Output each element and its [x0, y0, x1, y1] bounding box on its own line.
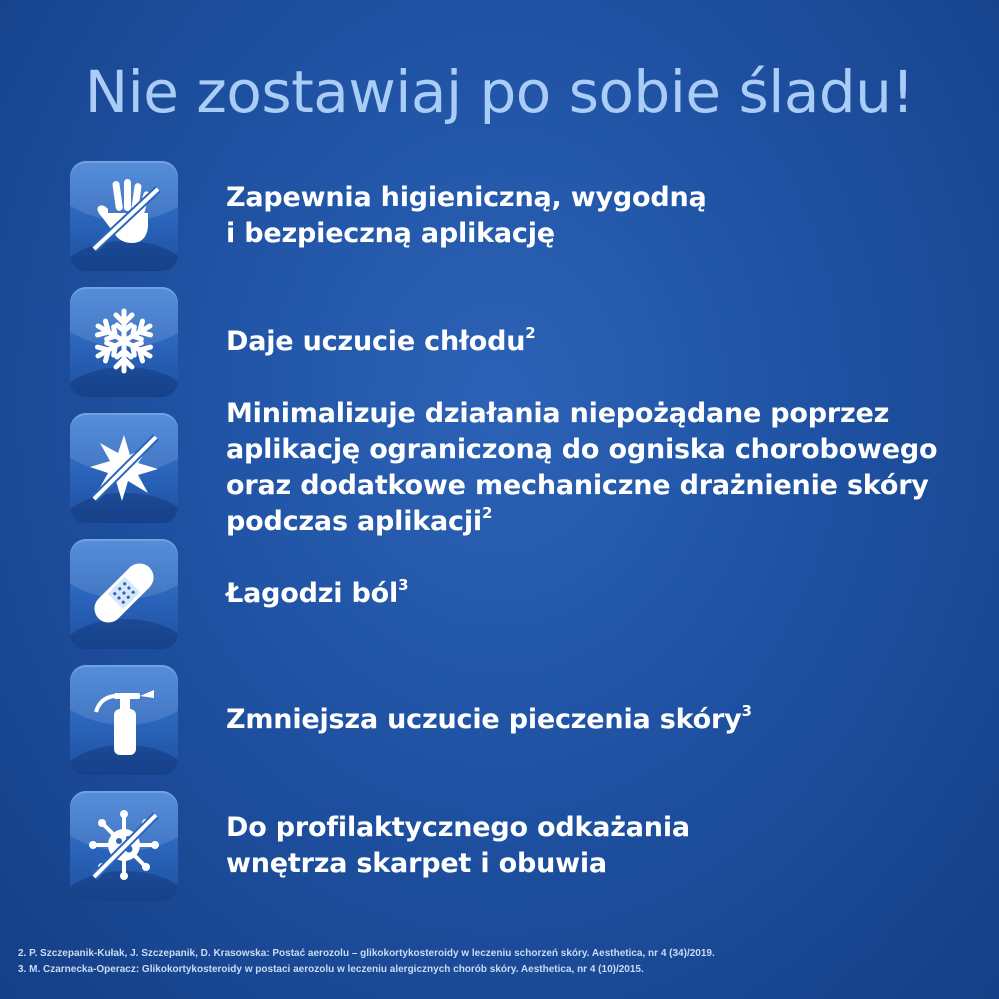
feature-hygienic-application: [70, 160, 950, 272]
feature-line: aplikację ograniczoną do ogniska chorobowego: [226, 434, 938, 465]
feature-tile: [70, 161, 178, 271]
feature-text: [226, 180, 707, 252]
feature-line: Zmniejsza uczucie pieczenia skóry: [226, 704, 742, 735]
footnote-ref: 3: [741, 702, 752, 720]
feature-tile: [70, 287, 178, 397]
feature-line: podczas aplikacji: [226, 506, 482, 537]
footnote-ref: 2: [481, 504, 493, 522]
feature-text: [226, 810, 690, 882]
feature-text: [226, 576, 408, 612]
feature-tile: [70, 791, 178, 901]
feature-text: [226, 396, 937, 540]
snowflake-icon: [84, 301, 164, 381]
footnote-ref: 2: [525, 324, 536, 342]
feature-line: oraz dodatkowe mechaniczne drażnienie skóry: [226, 470, 929, 501]
feature-line: Minimalizuje działania niepożądane poprzez: [226, 398, 890, 429]
feature-cooling-sensation: [70, 286, 950, 398]
feature-pain-relief: [70, 538, 950, 650]
feature-line: Łagodzi ból: [226, 578, 399, 609]
feature-line: Do profilaktycznego odkażania: [226, 812, 690, 843]
fire-extinguisher-icon: [84, 679, 164, 759]
no-irritation-burst-icon: [84, 427, 164, 507]
footnote-2: 2. P. Szczepanik-Kułak, J. Szczepanik, D. Krasowska: Postać aerozolu – glikokortykosteroidy w leczeniu schorzeń skóry. Aesthetica, nr 4 (34)/2019.: [18, 948, 715, 959]
page-title: Nie zostawiaj po sobie śladu!: [84, 58, 915, 126]
footnotes: [18, 946, 983, 978]
feature-tile: [70, 539, 178, 649]
feature-text: [226, 324, 536, 360]
no-germs-icon: [84, 805, 164, 885]
feature-minimized-side-effects: [70, 398, 950, 537]
feature-tile: [70, 665, 178, 775]
feature-disinfection: [70, 790, 950, 902]
bandage-icon: [84, 553, 164, 633]
footnote-3: 3. M. Czarnecka-Operacz: Glikokortykosteroidy w postaci aerozolu w leczeniu alergicznych chorób skóry. Aesthetica, nr 4 (10)/2015.: [18, 964, 644, 975]
no-touch-hand-icon: [84, 175, 164, 255]
feature-tile: [70, 413, 178, 523]
feature-line: Daje uczucie chłodu: [226, 326, 526, 357]
footnote-ref: 3: [398, 576, 409, 594]
feature-burning-reduction: [70, 664, 950, 776]
feature-line: i bezpieczną aplikację: [226, 218, 555, 249]
feature-line: wnętrza skarpet i obuwia: [226, 848, 607, 879]
feature-line: Zapewnia higieniczną, wygodną: [226, 182, 707, 213]
feature-text: [226, 702, 752, 738]
